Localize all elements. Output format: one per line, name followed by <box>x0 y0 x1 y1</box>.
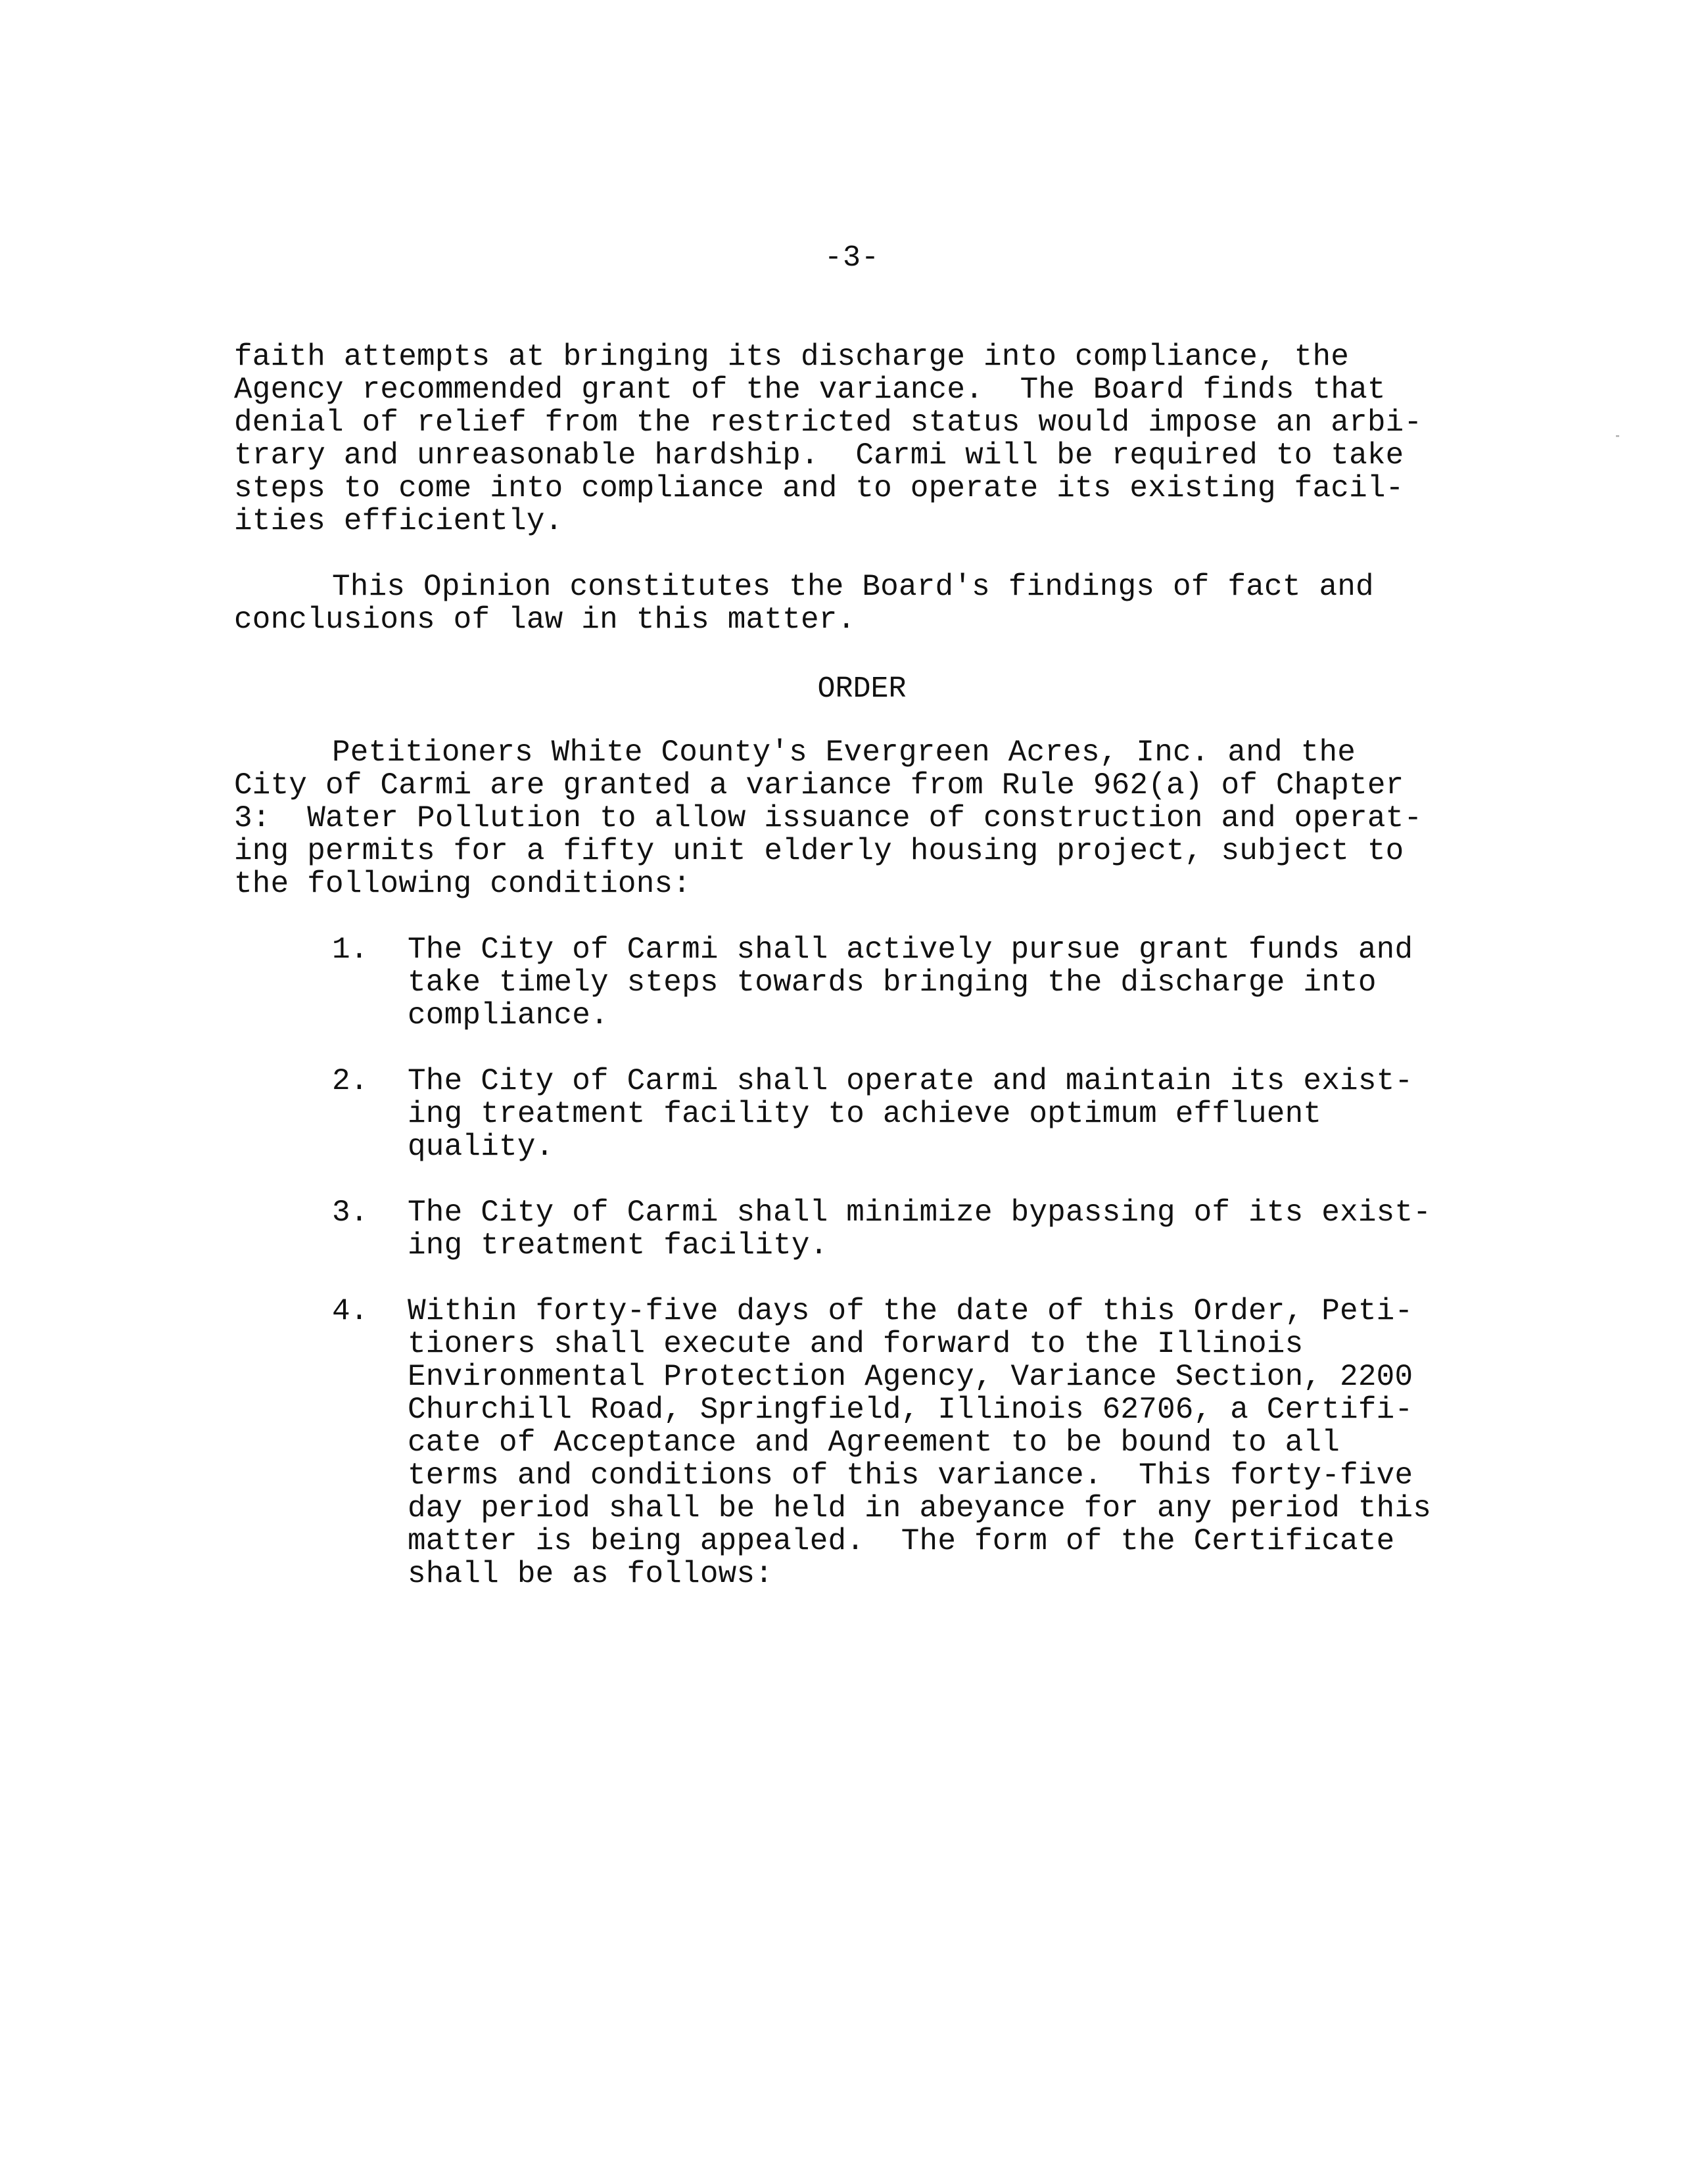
text-line: Environmental Protection Agency, Variance Section, 2200 <box>408 1360 1413 1394</box>
text-line: Within forty-five days of the date of this Order, Peti- <box>408 1294 1413 1328</box>
text-line: cate of Acceptance and Agreement to be bound to all <box>408 1426 1340 1460</box>
text-line: tioners shall execute and forward to the Illinois <box>408 1327 1304 1361</box>
text-line: The City of Carmi shall actively pursue grant funds and <box>408 933 1413 967</box>
text-line: take timely steps towards bringing the discharge into <box>408 965 1377 1000</box>
text-line: terms and conditions of this variance. This forty-five <box>408 1458 1413 1493</box>
text-line: faith attempts at bringing its discharge into compliance, the <box>234 340 1350 374</box>
text-line: The City of Carmi shall operate and maintain its exist- <box>408 1064 1413 1098</box>
text-line: denial of relief from the restricted status would impose an arbi- <box>234 406 1423 440</box>
condition-number: 2. <box>332 1064 369 1098</box>
text-line: day period shall be held in abeyance for any period this <box>408 1491 1432 1525</box>
page-number: -3- <box>824 241 880 275</box>
text-line: Churchill Road, Springfield, Illinois 62706, a Certifi- <box>408 1393 1413 1427</box>
condition-number: 1. <box>332 933 369 967</box>
condition-number: 4. <box>332 1294 369 1328</box>
text-line: compliance. <box>408 998 609 1033</box>
text-line: ities efficiently. <box>234 504 563 538</box>
scan-speck <box>1616 435 1619 437</box>
text-line: steps to come into compliance and to operate its existing facil- <box>234 471 1404 505</box>
text-line: shall be as follows: <box>408 1557 774 1591</box>
order-heading: ORDER <box>817 672 907 706</box>
text-line: City of Carmi are granted a variance from Rule 962(a) of Chapter <box>234 768 1404 802</box>
text-line: ing treatment facility. <box>408 1228 828 1263</box>
text-line: conclusions of law in this matter. <box>234 603 856 637</box>
text-line: ing permits for a fifty unit elderly housing project, subject to <box>234 834 1404 868</box>
text-line: This Opinion constitutes the Board's findings of fact and <box>332 570 1374 604</box>
condition-number: 3. <box>332 1196 369 1230</box>
text-line: trary and unreasonable hardship. Carmi will be required to take <box>234 438 1404 473</box>
text-line: Petitioners White County's Evergreen Acres, Inc. and the <box>332 735 1356 770</box>
text-line: the following conditions: <box>234 867 692 901</box>
text-line: Agency recommended grant of the variance. The Board finds that <box>234 373 1386 407</box>
text-line: The City of Carmi shall minimize bypassing of its exist- <box>408 1196 1432 1230</box>
text-line: quality. <box>408 1130 554 1164</box>
text-line: 3: Water Pollution to allow issuance of construction and operat- <box>234 801 1423 835</box>
text-line: matter is being appealed. The form of the Certificate <box>408 1524 1395 1558</box>
text-line: ing treatment facility to achieve optimum effluent <box>408 1097 1322 1131</box>
